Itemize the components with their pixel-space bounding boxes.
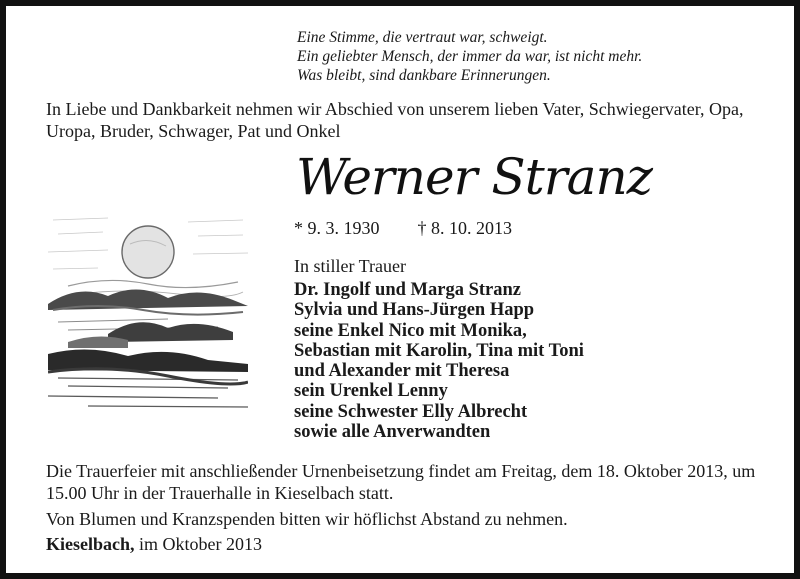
- mourner-line: und Alexander mit Theresa: [294, 361, 510, 382]
- place-name: Kieselbach,: [46, 534, 135, 554]
- flowers-request: Von Blumen und Kranzspenden bitten wir höflichst Abstand zu nehmen.: [46, 509, 568, 529]
- intro-text: In Liebe und Dankbarkeit nehmen wir Abschied von unserem lieben Vater, Schwiegervater, Opa, Uropa, Bruder, Schwager, Pat und Onkel: [46, 99, 744, 141]
- poem-line: Was bleibt, sind dankbare Erinnerungen.: [297, 67, 551, 84]
- mourning-label: In stiller Trauer: [294, 256, 406, 276]
- funeral-details: Die Trauerfeier mit anschließender Urnenbeisetzung findet am Freitag, dem 18. Oktober 2013, um 15.00 Uhr in der Trauerhalle in Kieselbach statt.: [46, 461, 756, 503]
- life-dates: [294, 218, 512, 239]
- birth-date: * 9. 3. 1930: [294, 218, 380, 238]
- poem-line: Eine Stimme, die vertraut war, schweigt.: [297, 29, 548, 46]
- mourners-list: [294, 280, 584, 442]
- poem: [297, 28, 642, 85]
- place-and-date: [46, 534, 262, 555]
- place-date: im Oktober 2013: [139, 534, 262, 554]
- mourner-line: Sylvia und Hans-Jürgen Happ: [294, 300, 535, 321]
- mourner-line: Dr. Ingolf und Marga Stranz: [294, 280, 521, 300]
- mourner-line: seine Enkel Nico mit Monika,: [294, 320, 527, 341]
- deceased-name: Werner Stranz: [296, 148, 652, 206]
- mourner-line: sowie alle Anverwandten: [294, 422, 491, 443]
- poem-line: Ein geliebter Mensch, der immer da war, ist nicht mehr.: [297, 48, 643, 65]
- mourner-line: seine Schwester Elly Albrecht: [294, 401, 528, 422]
- mourner-line: sein Urenkel Lenny: [294, 381, 448, 402]
- moon-landscape-image: [48, 214, 248, 419]
- death-date: † 8. 10. 2013: [417, 218, 512, 238]
- mourner-line: Sebastian mit Karolin, Tina mit Toni: [294, 340, 584, 361]
